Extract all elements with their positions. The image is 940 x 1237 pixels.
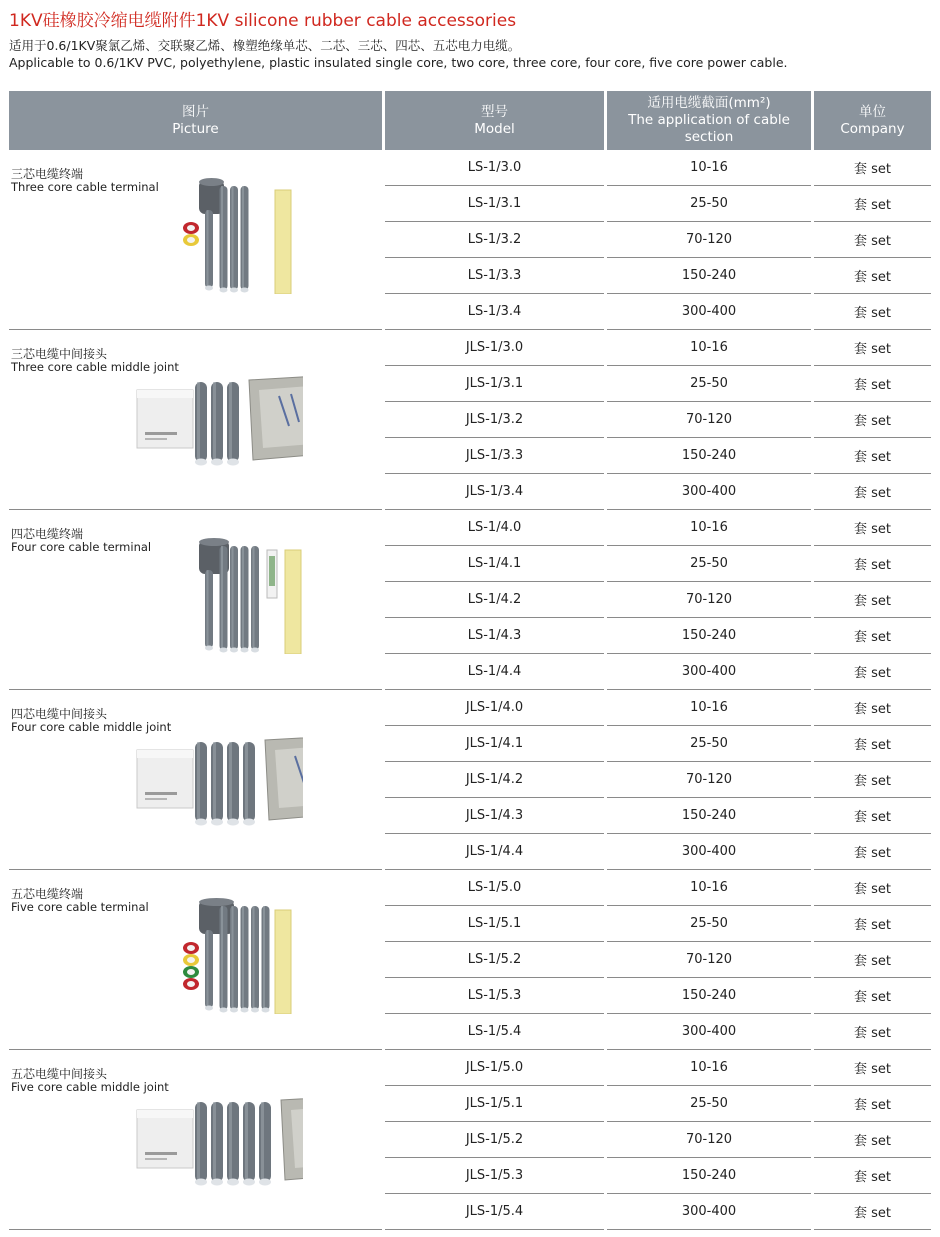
unit-cell: 套 set (814, 258, 931, 294)
joint-tube (195, 382, 207, 462)
group-name-zh: 五芯电缆终端 (11, 887, 84, 901)
cold-shrink-tube (251, 546, 259, 650)
header-model-en: Model (474, 120, 515, 137)
section-cell: 10-16 (607, 330, 811, 366)
product-photo (123, 1094, 303, 1214)
cold-shrink-tube (220, 906, 228, 1010)
insulating-tape-strip (275, 190, 291, 294)
model-cell: LS-1/4.1 (385, 546, 604, 582)
model-cell: JLS-1/4.0 (385, 690, 604, 726)
section-cell: 25-50 (607, 906, 811, 942)
model-cell: LS-1/3.4 (385, 294, 604, 330)
section-cell: 300-400 (607, 654, 811, 690)
joint-tube (243, 742, 255, 822)
joint-kit-drawing (137, 376, 303, 466)
unit-cell: 套 set (814, 438, 931, 474)
model-cell: LS-1/3.1 (385, 186, 604, 222)
model-cell: JLS-1/5.2 (385, 1122, 604, 1158)
section-cell: 300-400 (607, 834, 811, 870)
section-cell: 150-240 (607, 618, 811, 654)
terminal-kit-drawing (183, 178, 249, 293)
section-cell: 25-50 (607, 1086, 811, 1122)
section-cell: 70-120 (607, 942, 811, 978)
section-cell: 150-240 (607, 438, 811, 474)
product-photo (181, 174, 361, 294)
section-cell: 300-400 (607, 1014, 811, 1050)
cold-shrink-tube (251, 906, 259, 1010)
section-cell: 300-400 (607, 1194, 811, 1230)
section-cell: 10-16 (607, 690, 811, 726)
unit-cell: 套 set (814, 690, 931, 726)
unit-cell: 套 set (814, 978, 931, 1014)
unit-cell: 套 set (814, 186, 931, 222)
unit-cell: 套 set (814, 618, 931, 654)
section-cell: 300-400 (607, 474, 811, 510)
model-cell: JLS-1/4.1 (385, 726, 604, 762)
cold-shrink-tube (230, 906, 238, 1010)
product-group (9, 150, 382, 330)
model-cell: LS-1/5.0 (385, 870, 604, 906)
header-unit (814, 91, 931, 150)
unit-cell: 套 set (814, 870, 931, 906)
cold-shrink-tube (205, 570, 213, 648)
header-application-zh: 适用电缆截面(mm²) (647, 95, 771, 111)
model-cell: JLS-1/3.1 (385, 366, 604, 402)
joint-tube (259, 1102, 271, 1182)
section-cell: 25-50 (607, 546, 811, 582)
cold-shrink-tube (230, 546, 238, 650)
subtitle-english: Applicable to 0.6/1KV PVC, polyethylene, plastic insulated single core, two core, three core, four core, five core power cable. (9, 55, 788, 70)
section-cell: 70-120 (607, 582, 811, 618)
cold-shrink-tube (205, 930, 213, 1008)
joint-tube (211, 742, 223, 822)
section-cell: 70-120 (607, 1122, 811, 1158)
model-cell: LS-1/5.1 (385, 906, 604, 942)
group-name-en: Five core cable middle joint (11, 1080, 169, 1094)
section-cell: 150-240 (607, 798, 811, 834)
group-name-zh: 四芯电缆中间接头 (11, 707, 108, 721)
unit-cell: 套 set (814, 294, 931, 330)
group-name-zh: 三芯电缆终端 (11, 167, 84, 181)
section-cell: 70-120 (607, 762, 811, 798)
unit-cell: 套 set (814, 726, 931, 762)
model-cell: JLS-1/4.2 (385, 762, 604, 798)
group-name-en: Four core cable middle joint (11, 720, 172, 734)
product-photo (181, 894, 361, 1014)
cold-shrink-tube (241, 546, 249, 650)
header-unit-en: Company (840, 120, 905, 137)
header-model-zh: 型号 (481, 103, 508, 120)
cold-shrink-tube (205, 210, 213, 288)
joint-tube (227, 382, 239, 462)
subtitle-chinese: 适用于0.6/1KV聚氯乙烯、交联聚乙烯、橡塑绝缘单芯、二芯、三芯、四芯、五芯电力电缆。 (9, 38, 521, 53)
joint-tube (227, 742, 239, 822)
cold-shrink-tube (220, 186, 228, 290)
section-cell: 25-50 (607, 186, 811, 222)
header-picture-en: Picture (172, 120, 219, 137)
header-model (385, 91, 604, 150)
section-cell: 150-240 (607, 978, 811, 1014)
group-name-zh: 四芯电缆终端 (11, 527, 84, 541)
group-name-en: Four core cable terminal (11, 540, 152, 554)
unit-cell: 套 set (814, 942, 931, 978)
section-cell: 150-240 (607, 258, 811, 294)
unit-cell: 套 set (814, 510, 931, 546)
unit-cell: 套 set (814, 150, 931, 186)
model-cell: JLS-1/3.0 (385, 330, 604, 366)
group-name-en: Five core cable terminal (11, 900, 149, 914)
unit-cell: 套 set (814, 1086, 931, 1122)
product-photo (181, 534, 361, 654)
unit-cell: 套 set (814, 762, 931, 798)
section-cell: 300-400 (607, 294, 811, 330)
unit-cell: 套 set (814, 582, 931, 618)
model-cell: LS-1/5.3 (385, 978, 604, 1014)
product-group (9, 330, 382, 510)
group-name-en: Three core cable terminal (11, 180, 159, 194)
unit-cell: 套 set (814, 330, 931, 366)
cold-shrink-tube (241, 906, 249, 1010)
unit-cell: 套 set (814, 798, 931, 834)
model-cell: LS-1/4.4 (385, 654, 604, 690)
unit-cell: 套 set (814, 222, 931, 258)
group-name-en: Three core cable middle joint (11, 360, 179, 374)
model-cell: LS-1/4.2 (385, 582, 604, 618)
group-name-zh: 三芯电缆中间接头 (11, 347, 108, 361)
unit-cell: 套 set (814, 1122, 931, 1158)
product-group (9, 510, 382, 690)
joint-tube (195, 1102, 207, 1182)
unit-cell: 套 set (814, 546, 931, 582)
cold-shrink-tube (262, 906, 270, 1010)
model-cell: JLS-1/5.4 (385, 1194, 604, 1230)
joint-tube (243, 1102, 255, 1182)
model-cell: LS-1/3.0 (385, 150, 604, 186)
header-picture (9, 91, 382, 150)
product-photo (123, 374, 303, 494)
section-cell: 25-50 (607, 366, 811, 402)
model-cell: JLS-1/5.0 (385, 1050, 604, 1086)
header-picture-zh: 图片 (182, 103, 209, 120)
model-cell: LS-1/3.3 (385, 258, 604, 294)
unit-cell: 套 set (814, 834, 931, 870)
terminal-kit-drawing (199, 538, 259, 653)
header-unit-zh: 单位 (859, 103, 886, 120)
terminal-kit-drawing (183, 898, 270, 1013)
header-application (607, 91, 811, 150)
page-title: 1KV硅橡胶冷缩电缆附件1KV silicone rubber cable accessories (9, 11, 517, 31)
model-cell: JLS-1/3.4 (385, 474, 604, 510)
cold-shrink-tube (220, 546, 228, 650)
unit-cell: 套 set (814, 654, 931, 690)
section-cell: 25-50 (607, 726, 811, 762)
model-cell: LS-1/3.2 (385, 222, 604, 258)
model-cell: JLS-1/5.3 (385, 1158, 604, 1194)
joint-tube (227, 1102, 239, 1182)
model-cell: JLS-1/4.3 (385, 798, 604, 834)
product-group (9, 1050, 382, 1230)
model-cell: JLS-1/3.3 (385, 438, 604, 474)
section-cell: 70-120 (607, 402, 811, 438)
header-application-en: The application of cable section (628, 112, 790, 145)
unit-cell: 套 set (814, 402, 931, 438)
product-photo (123, 734, 303, 854)
unit-cell: 套 set (814, 906, 931, 942)
joint-tube (211, 382, 223, 462)
product-group (9, 690, 382, 870)
model-cell: LS-1/5.2 (385, 942, 604, 978)
insulating-tape-strip (285, 550, 301, 654)
cold-shrink-tube (241, 186, 249, 290)
joint-kit-drawing (137, 1096, 303, 1186)
unit-cell: 套 set (814, 366, 931, 402)
joint-tube (211, 1102, 223, 1182)
model-cell: LS-1/5.4 (385, 1014, 604, 1050)
section-cell: 10-16 (607, 510, 811, 546)
unit-cell: 套 set (814, 1014, 931, 1050)
section-cell: 70-120 (607, 222, 811, 258)
section-cell: 10-16 (607, 150, 811, 186)
unit-cell: 套 set (814, 1194, 931, 1230)
model-cell: JLS-1/5.1 (385, 1086, 604, 1122)
insulating-tape-strip (275, 910, 291, 1014)
section-cell: 150-240 (607, 1158, 811, 1194)
unit-cell: 套 set (814, 1158, 931, 1194)
unit-cell: 套 set (814, 1050, 931, 1086)
joint-kit-drawing (137, 736, 303, 826)
model-cell: LS-1/4.3 (385, 618, 604, 654)
group-name-zh: 五芯电缆中间接头 (11, 1067, 108, 1081)
model-cell: JLS-1/4.4 (385, 834, 604, 870)
section-cell: 10-16 (607, 1050, 811, 1086)
cold-shrink-tube (230, 186, 238, 290)
model-cell: LS-1/4.0 (385, 510, 604, 546)
joint-tube (195, 742, 207, 822)
section-cell: 10-16 (607, 870, 811, 906)
model-cell: JLS-1/3.2 (385, 402, 604, 438)
product-group (9, 870, 382, 1050)
unit-cell: 套 set (814, 474, 931, 510)
